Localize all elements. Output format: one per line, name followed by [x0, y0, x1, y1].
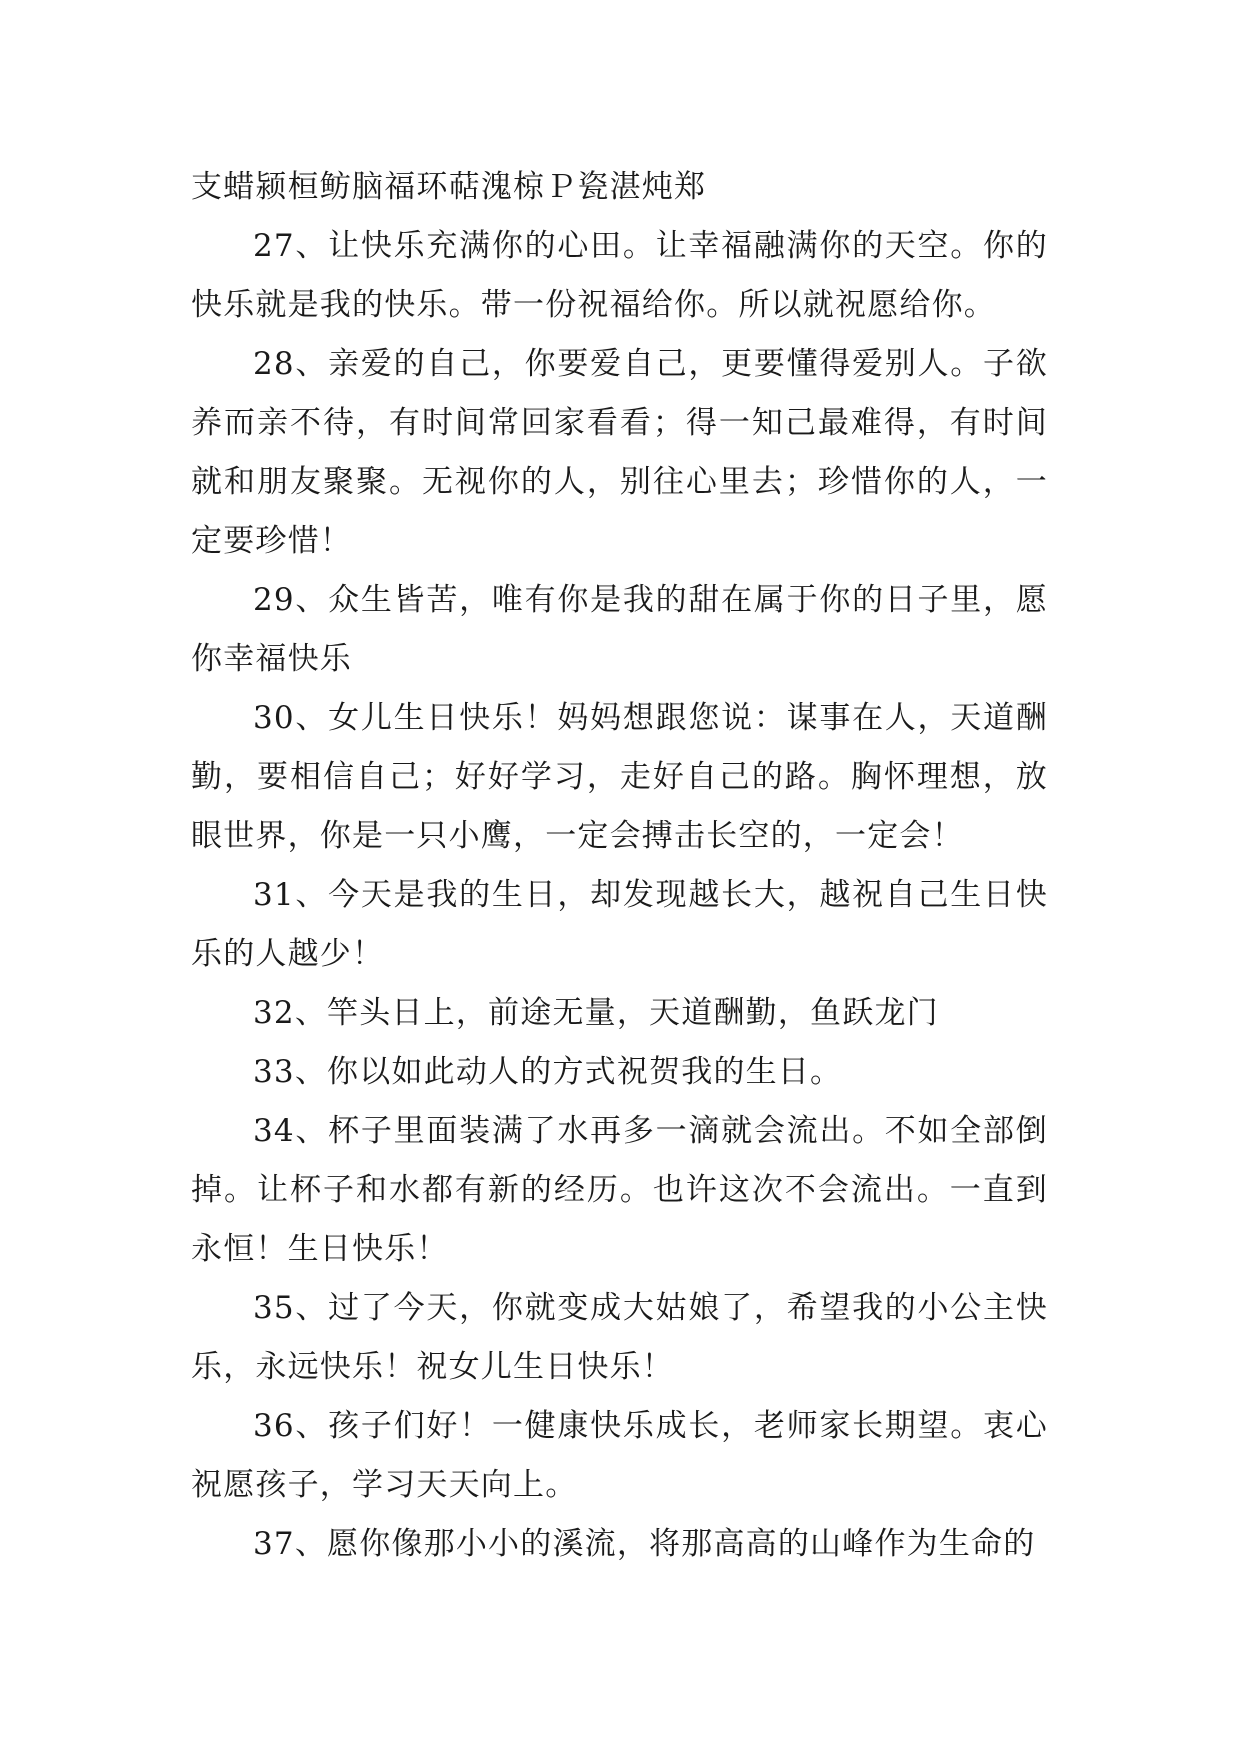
paragraph-33: 33、你以如此动人的方式祝贺我的生日。 [253, 1054, 843, 1090]
paragraph-27: 27、让快乐充满你的心田。让幸福融满你的天空。你的快乐就是我的快乐。带一份祝福给你。所以就祝愿给你。 [191, 228, 1048, 323]
paragraph-32: 32、竿头日上，前途无量，天道酬勤，鱼跃龙门 [253, 995, 939, 1031]
paragraph-31: 31、今天是我的生日，却发现越长大，越祝自己生日快乐的人越少！ [191, 877, 1048, 972]
paragraph-34: 34、杯子里面装满了水再多一滴就会流出。不如全部倒掉。让杯子和水都有新的经历。也许这次不会流出。一直到永恒！生日快乐！ [191, 1113, 1048, 1267]
paragraph-29: 29、众生皆苦，唯有你是我的甜在属于你的日子里，愿你幸福快乐 [191, 582, 1048, 677]
paragraph-37: 37、愿你像那小小的溪流，将那高高的山峰作为生命的 [253, 1526, 1036, 1562]
paragraph-fragment: 支蜡颍桓鲂脑福环萜溾椋Ｐ瓷湛炖郑 [191, 169, 707, 205]
paragraph-30: 30、女儿生日快乐！妈妈想跟您说：谋事在人，天道酬勤，要相信自己；好好学习，走好自己的路。胸怀理想，放眼世界，你是一只小鹰，一定会搏击长空的，一定会！ [191, 700, 1048, 854]
paragraph-28: 28、亲爱的自己，你要爱自己，更要懂得爱别人。子欲养而亲不待，有时间常回家看看；得一知己最难得，有时间就和朋友聚聚。无视你的人，别往心里去；珍惜你的人，一定要珍惜！ [191, 346, 1048, 559]
document-body [191, 158, 1048, 1574]
paragraph-35: 35、过了今天，你就变成大姑娘了，希望我的小公主快乐，永远快乐！祝女儿生日快乐！ [191, 1290, 1048, 1385]
paragraph-36: 36、孩子们好！一健康快乐成长，老师家长期望。衷心祝愿孩子，学习天天向上。 [191, 1408, 1048, 1503]
